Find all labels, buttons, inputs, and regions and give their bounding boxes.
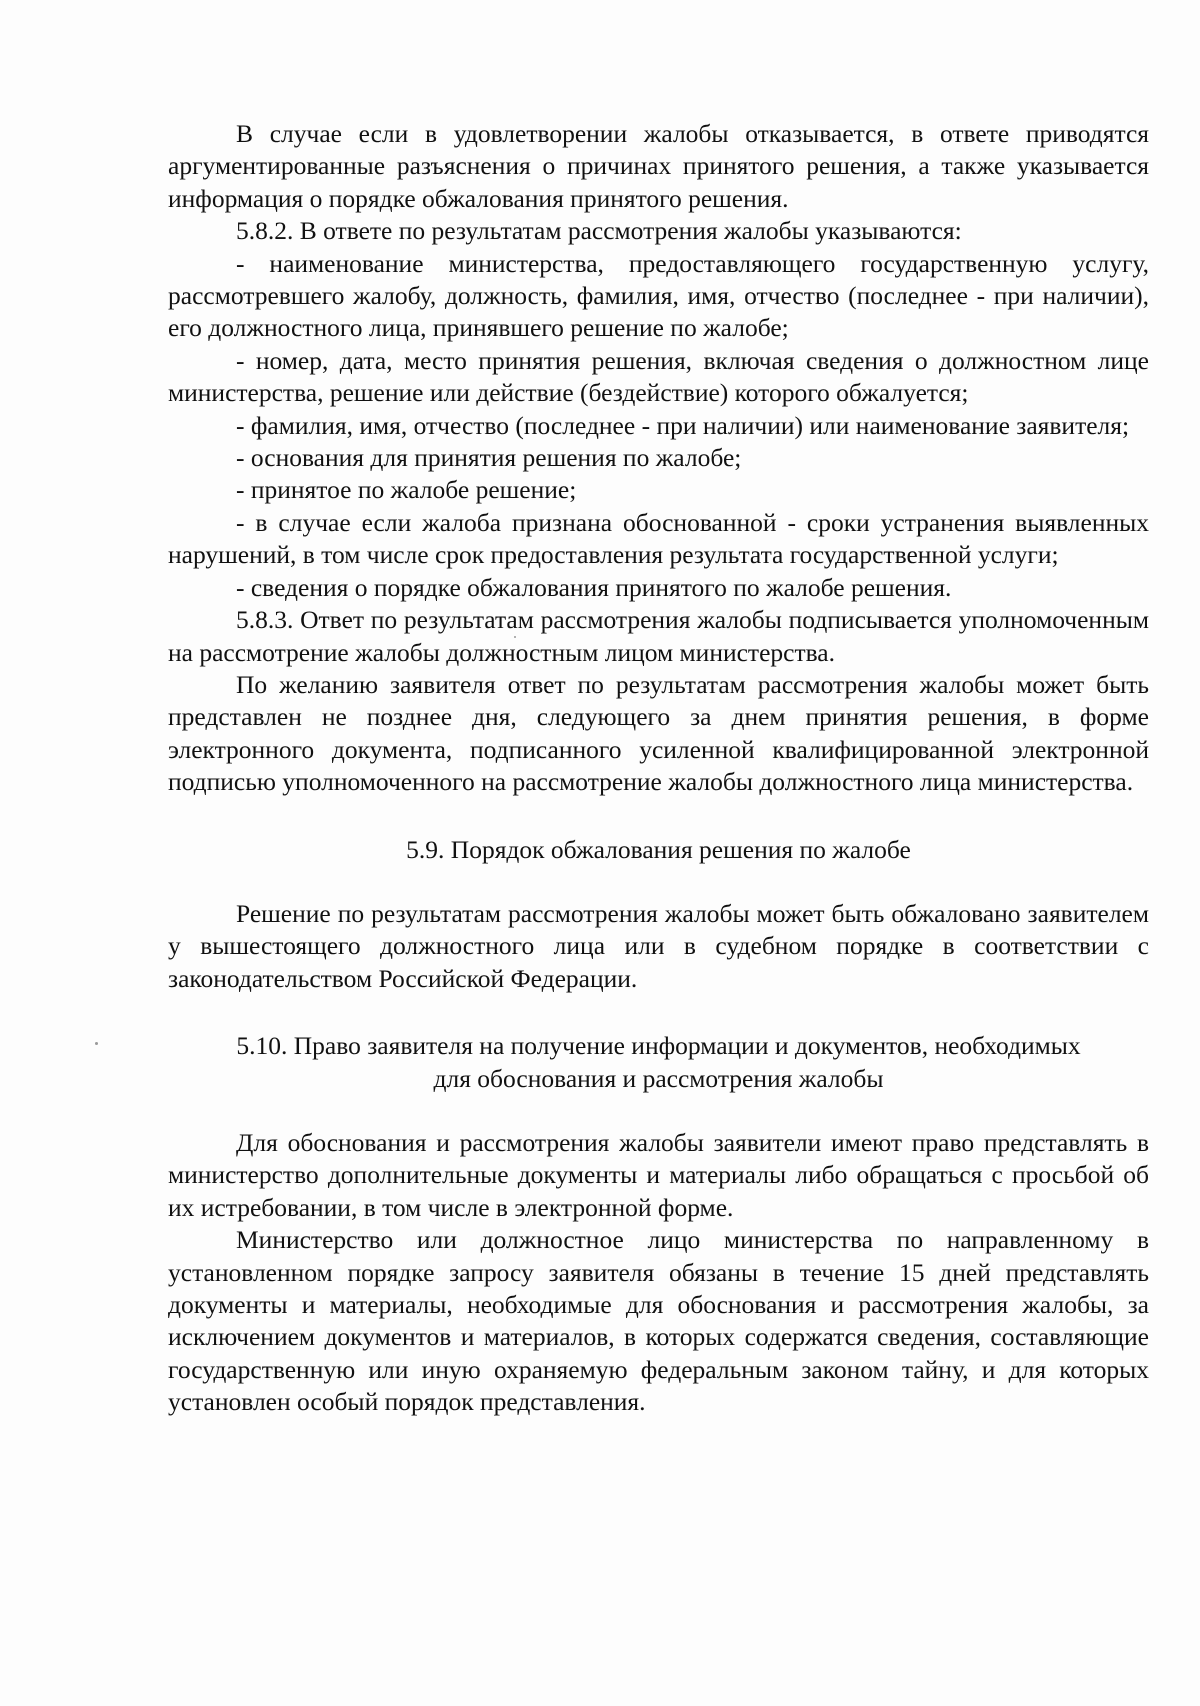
section-heading-5-9: 5.9. Порядок обжалования решения по жалобе — [406, 834, 911, 864]
list-item-grounds: - основания для принятия решения по жалобе; — [236, 443, 742, 473]
document-body — [168, 118, 1149, 1419]
section-heading-5-10-line2: для обоснования и рассмотрения жалобы — [433, 1063, 884, 1093]
spacer — [168, 866, 1149, 898]
paragraph-refusal-explanation: В случае если в удовлетворении жалобы отказывается, в ответе приводятся аргументированные разъяснения о причинах принятого решения, а также указывается информация о порядке обжалования принятого решения. — [168, 119, 1149, 213]
section-heading-5-10-line1: 5.10. Право заявителя на получение информации и документов, необходимых — [236, 1031, 1081, 1061]
paragraph-5-8-3: 5.8.3. Ответ по результатам рассмотрения жалобы подписывается уполномоченным на рассмотрение жалобы должностным лицом министерства. — [168, 605, 1149, 667]
list-item-deadlines: - в случае если жалоба признана обоснованной - сроки устранения выявленных нарушений, в том числе срок предоставления результата государственной услуги; — [168, 507, 1149, 570]
list-item-appeal-procedure: - сведения о порядке обжалования принятого по жалобе решения. — [236, 572, 952, 602]
spacer — [168, 995, 1149, 1030]
list-item-applicant-name: - фамилия, имя, отчество (последнее - при наличии) или наименование заявителя; — [236, 410, 1130, 440]
paragraph-5-10-rights: Для обоснования и рассмотрения жалобы заявители имеют право представлять в министерство дополнительные документы и материалы либо обращаться с просьбой об их истребовании, в том числе в электронной форме. — [168, 1127, 1149, 1222]
paragraph-5-8-2: 5.8.2. В ответе по результатам рассмотрения жалобы указываются: — [236, 216, 962, 246]
scan-speck — [514, 636, 516, 638]
spacer — [168, 799, 1149, 834]
spacer — [168, 1095, 1149, 1127]
list-item-decision-number: - номер, дата, место принятия решения, включая сведения о должностном лице министерства, решение или действие (бездействие) которого обжалуется; — [168, 345, 1149, 408]
list-item-ministry-name: - наименование министерства, предоставляющего государственную услугу, рассмотревшего жалобу, должность, фамилия, имя, отчество (последнее - при наличии), его должностного лица, принявшего решение по жалобе; — [168, 248, 1149, 343]
paragraph-5-10-obligations: Министерство или должностное лицо министерства по направленному в установленном порядке запросу заявителя обязаны в течение 15 дней представлять документы и материалы, необходимые для обоснования и рассмотрения жалобы, за исключением документов и материалов, в которых содержатся сведения, составляющие государственную или иную охраняемую федеральным законом тайну, и для которых установлен особый порядок представления. — [168, 1225, 1149, 1417]
paragraph-5-9: Решение по результатам рассмотрения жалобы может быть обжаловано заявителем у вышестоящего должностного лица или в судебном порядке в соответствии с законодательством Российской Федерации. — [168, 898, 1149, 993]
list-item-decision: - принятое по жалобе решение; — [236, 475, 577, 505]
paragraph-electronic-answer: По желанию заявителя ответ по результатам рассмотрения жалобы может быть представлен не позднее дня, следующего за днем принятия решения, в форме электронного документа, подписанного усиленной квалифицированной электронной подписью уполномоченного на рассмотрение жалобы должностного лица министерства. — [168, 669, 1149, 797]
scan-speck — [95, 1042, 98, 1045]
